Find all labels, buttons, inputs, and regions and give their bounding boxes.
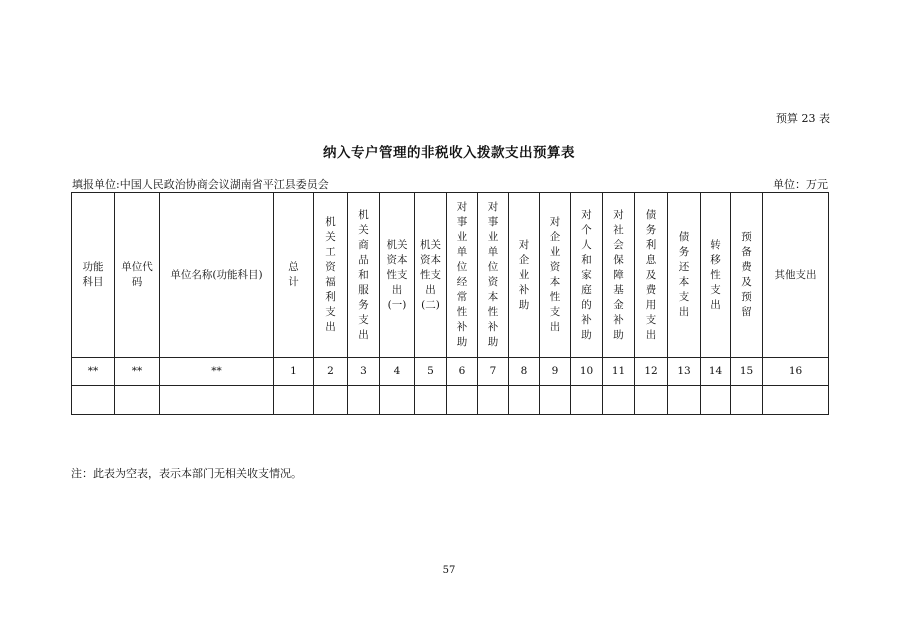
- empty-cell: [635, 386, 668, 415]
- empty-cell: [160, 386, 274, 415]
- column-label: 对事业单位经常性补助: [456, 201, 468, 348]
- index-cell: 8: [509, 358, 540, 386]
- column-label: 机关工资福利支出: [325, 216, 336, 333]
- header-cell: [603, 193, 635, 358]
- empty-cell: [314, 386, 348, 415]
- index-cell: 6: [447, 358, 478, 386]
- index-row: [72, 358, 829, 386]
- header-cell: [763, 193, 829, 358]
- header-cell: [540, 193, 571, 358]
- empty-cell: [731, 386, 763, 415]
- header-cell: [274, 193, 314, 358]
- column-label: 债务利息及费用支出: [645, 208, 657, 341]
- column-label: 对社会保障基金补助: [613, 208, 624, 341]
- currency-unit: 单位：万元: [773, 178, 828, 191]
- column-label: 机关资本性支出(二): [419, 238, 441, 311]
- empty-cell: [348, 386, 380, 415]
- column-label: 总计: [288, 261, 299, 288]
- header-cell: [348, 193, 380, 358]
- page-number: 57: [442, 565, 456, 576]
- empty-cell: [509, 386, 540, 415]
- empty-cell: [763, 386, 829, 415]
- empty-cell: [478, 386, 509, 415]
- empty-cell: [603, 386, 635, 415]
- header-cell: [415, 193, 447, 358]
- index-cell: **: [115, 358, 160, 386]
- empty-cell: [72, 386, 115, 415]
- page-title: 纳入专户管理的非税收入拨款支出预算表: [323, 145, 575, 161]
- column-label: 对企业补助: [518, 238, 530, 311]
- header-cell: [731, 193, 763, 358]
- table-note: 注：此表为空表，表示本部门无相关收支情况。: [71, 467, 302, 480]
- header-cell: [509, 193, 540, 358]
- index-cell: 11: [603, 358, 635, 386]
- column-label: 单位代码: [121, 261, 153, 288]
- index-cell: 7: [478, 358, 509, 386]
- column-label: 债务还本支出: [678, 231, 690, 318]
- empty-cell: [115, 386, 160, 415]
- header-cell: [701, 193, 731, 358]
- index-cell: 5: [415, 358, 447, 386]
- header-cell: [571, 193, 603, 358]
- column-label: 单位名称(功能科目): [170, 268, 263, 281]
- index-cell: 9: [540, 358, 571, 386]
- column-label: 功能科目: [82, 261, 104, 288]
- empty-data-row: [72, 386, 829, 415]
- column-label: 机关资本性支出(一): [386, 238, 408, 311]
- index-cell: 1: [274, 358, 314, 386]
- header-cell: [668, 193, 701, 358]
- index-cell: 13: [668, 358, 701, 386]
- column-label: 对个人和家庭的补助: [581, 208, 592, 341]
- column-label: 转移性支出: [710, 238, 721, 311]
- empty-cell: [380, 386, 415, 415]
- header-cell: [380, 193, 415, 358]
- index-cell: 16: [763, 358, 829, 386]
- column-label: 对事业单位资本性补助: [487, 201, 499, 348]
- header-cell: [447, 193, 478, 358]
- header-row: [72, 193, 829, 358]
- index-cell: **: [160, 358, 274, 386]
- column-label: 对企业资本性支出: [549, 216, 561, 333]
- empty-cell: [571, 386, 603, 415]
- column-label: 其他支出: [774, 268, 817, 281]
- empty-cell: [701, 386, 731, 415]
- empty-cell: [447, 386, 478, 415]
- index-cell: 4: [380, 358, 415, 386]
- empty-cell: [668, 386, 701, 415]
- index-cell: 3: [348, 358, 380, 386]
- budget-table: [71, 192, 829, 415]
- header-cell: [160, 193, 274, 358]
- header-cell: [115, 193, 160, 358]
- header-cell: [635, 193, 668, 358]
- empty-cell: [415, 386, 447, 415]
- column-label: 预备费及预留: [741, 231, 752, 318]
- index-cell: 2: [314, 358, 348, 386]
- header-cell: [314, 193, 348, 358]
- index-cell: 10: [571, 358, 603, 386]
- index-cell: 14: [701, 358, 731, 386]
- header-cell: [72, 193, 115, 358]
- index-cell: 12: [635, 358, 668, 386]
- column-label: 机关商品和服务支出: [358, 208, 369, 341]
- empty-cell: [540, 386, 571, 415]
- filing-unit: 填报单位:中国人民政治协商会议湖南省平江县委员会: [72, 178, 329, 191]
- empty-cell: [274, 386, 314, 415]
- table-number: 预算 23 表: [776, 112, 830, 125]
- index-cell: 15: [731, 358, 763, 386]
- index-cell: **: [72, 358, 115, 386]
- header-cell: [478, 193, 509, 358]
